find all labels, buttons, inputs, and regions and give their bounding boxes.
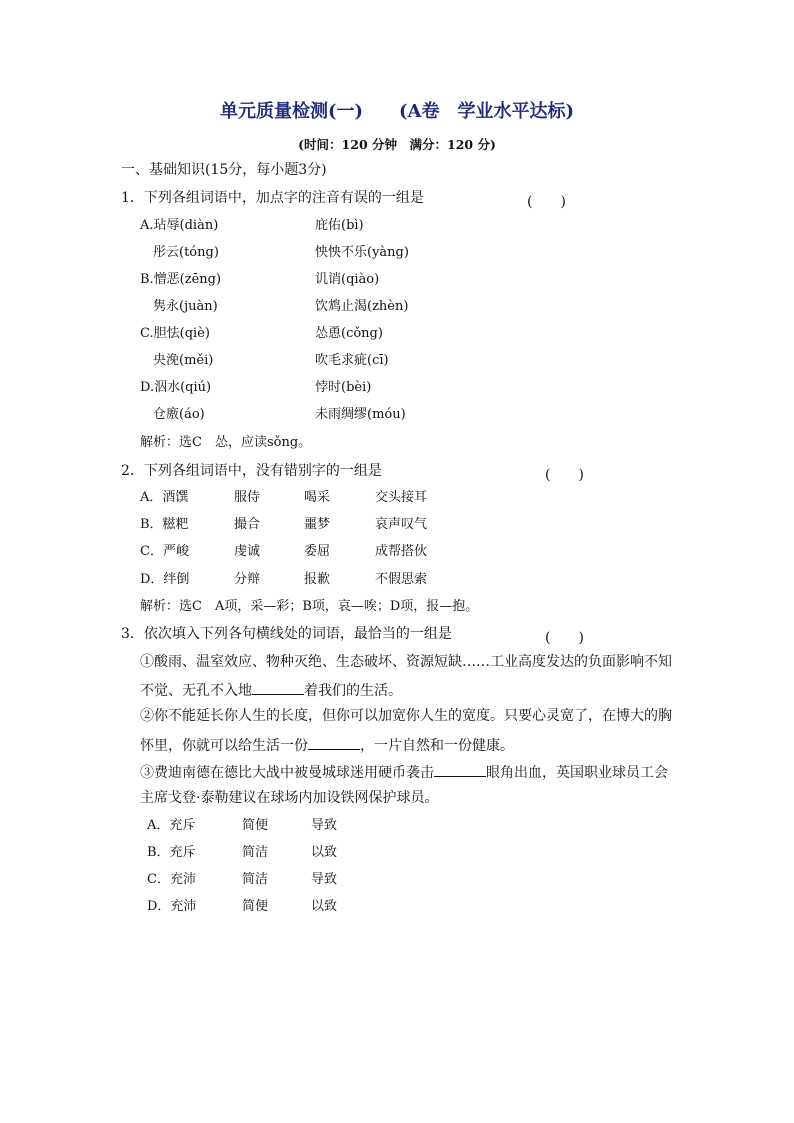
q1-option-b-word1: B.憎恶(zēng): [140, 272, 222, 287]
section-heading: 一、基础知识(15分，每小题3分): [121, 162, 327, 178]
q1-option-c-word2: 怂恿(cǒng): [315, 326, 383, 341]
page-subtitle: (时间：120 分钟 满分：120 分): [298, 137, 496, 152]
q1-option-d-word3: 仓廒(áo): [153, 407, 205, 422]
q3-sentence-2-line-1: ②你不能延长你人生的长度，但你可以加宽你人生的宽度。只要心灵宽了，在博大的胸: [140, 708, 672, 724]
q1-option-a-word2: 庇佑(bì): [315, 218, 364, 233]
q3-sentence-3-line-2: 主席戈登·泰勒建议在球场内加设铁网保护球员。: [140, 790, 439, 806]
q1-option-d-word1: D.泅水(qiú): [140, 380, 212, 395]
q3-sentence-2-line-2: [140, 737, 514, 753]
q3-option-a-3: 导致: [311, 818, 338, 833]
page-title: 单元质量检测(一) (A卷 学业水平达标): [219, 101, 575, 122]
q2-option-c-4: 成帮搭伙: [375, 544, 428, 559]
q3-sentence-1-line-1: ①酸雨、温室效应、物种灭绝、生态破坏、资源短缺……工业高度发达的负面影响不知: [140, 654, 672, 670]
q2-option-b-2: 撮合: [234, 517, 261, 532]
q3-option-c-2: 简洁: [242, 872, 269, 887]
q1-option-d-word2: 悖时(bèi): [315, 380, 372, 395]
q3-sentence-1-pre: 不觉、无孔不入地: [140, 683, 252, 699]
q3-sentence-3-line-1: [140, 764, 668, 780]
fill-blank-2: [308, 737, 360, 750]
question-1-answer-paren: ( ): [527, 194, 566, 210]
q2-option-d-2: 分辩: [234, 572, 261, 587]
q1-option-c-word1: C.胆怯(qiè): [140, 326, 210, 341]
q1-option-a-word4: 怏怏不乐(yàng): [315, 245, 409, 260]
q3-sentence-1-line-2: [140, 682, 402, 698]
q3-option-c-3: 导致: [311, 872, 338, 887]
q2-option-a-4: 交头接耳: [375, 490, 428, 505]
q3-option-b-2: 简洁: [242, 845, 269, 860]
question-3-answer-paren: ( ): [545, 630, 584, 646]
q2-option-b-3: 噩梦: [304, 517, 331, 532]
q2-option-c-1: C．严峻: [140, 544, 189, 559]
q2-option-d-1: D．绊倒: [140, 572, 190, 587]
q2-option-a-2: 服侍: [234, 490, 261, 505]
q1-option-c-word3: 央浼(měi): [153, 353, 214, 368]
q2-option-d-4: 不假思索: [375, 572, 428, 587]
q3-option-b-1: B．充斥: [147, 845, 196, 860]
fill-blank-1: [252, 682, 304, 695]
q1-option-d-word4: 未雨绸缪(móu): [315, 407, 406, 422]
q2-option-d-3: 报歉: [304, 572, 331, 587]
q1-option-a-word3: 彤云(tóng): [153, 245, 219, 260]
q1-option-b-word2: 讥诮(qiào): [315, 272, 380, 287]
q3-option-d-2: 简便: [242, 899, 269, 914]
q2-option-c-3: 委屈: [304, 544, 331, 559]
q3-sentence-3-pre: ③费迪南德在德比大战中被曼城球迷用硬币袭击: [140, 765, 434, 781]
question-2-stem: 2．下列各组词语中，没有错别字的一组是: [121, 463, 382, 479]
q1-analysis: 解析：选C 怂，应读sǒng。: [140, 435, 312, 450]
fill-blank-3: [434, 764, 486, 777]
q3-option-c-1: C．充沛: [147, 872, 196, 887]
q2-option-a-1: A．酒馔: [140, 490, 189, 505]
q3-sentence-2-post: ，一片自然和一份健康。: [360, 738, 514, 754]
q3-option-d-3: 以致: [311, 899, 338, 914]
q3-sentence-2-pre: 怀里，你就可以给生活一份: [140, 738, 308, 754]
q3-option-a-2: 简便: [242, 818, 269, 833]
q2-analysis: 解析：选C A项，采—彩；B项，哀—唉；D项，报—抱。: [140, 599, 479, 614]
q3-option-b-3: 以致: [311, 845, 338, 860]
q2-option-b-1: B．糍粑: [140, 517, 189, 532]
q2-option-a-3: 喝采: [304, 490, 331, 505]
question-2-answer-paren: ( ): [545, 467, 584, 483]
q3-option-d-1: D．充沛: [147, 899, 197, 914]
question-1-stem: 1．下列各组词语中，加点字的注音有误的一组是: [121, 190, 424, 206]
q1-option-b-word3: 隽永(juàn): [153, 299, 218, 314]
q1-option-c-word4: 吹毛求疵(cī): [315, 353, 389, 368]
q3-sentence-1-post: 着我们的生活。: [304, 683, 402, 699]
q1-option-a-word1: A.玷辱(diàn): [140, 218, 219, 233]
q3-sentence-3-post: 眼角出血，英国职业球员工会: [486, 765, 668, 781]
q1-option-b-word4: 饮鸩止渴(zhèn): [315, 299, 409, 314]
question-3-stem: 3．依次填入下列各句横线处的词语，最恰当的一组是: [121, 626, 452, 642]
q2-option-c-2: 虔诚: [234, 544, 261, 559]
q2-option-b-4: 哀声叹气: [375, 517, 428, 532]
q3-option-a-1: A．充斥: [147, 818, 196, 833]
